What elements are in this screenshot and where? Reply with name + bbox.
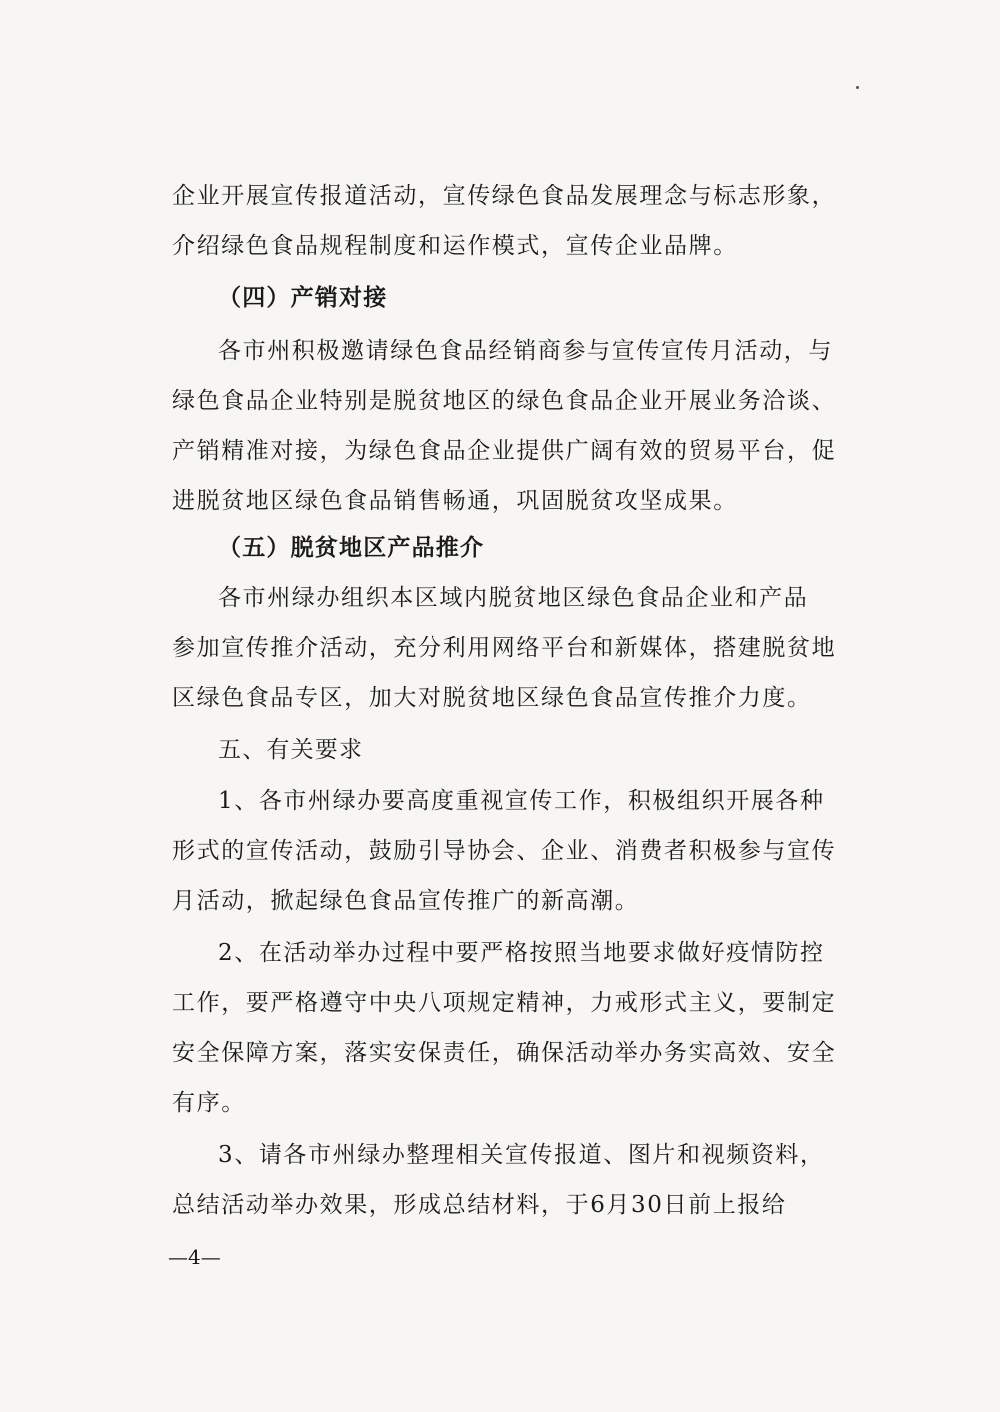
text-line: 1、各市州绿办要高度重视宣传工作，积极组织开展各种 <box>218 788 825 814</box>
text-line: 总结活动举办效果，形成总结材料，于6月30日前上报给 <box>172 1192 787 1218</box>
scan-speck <box>856 86 859 89</box>
text-line: 介绍绿色食品规程制度和运作模式，宣传企业品牌。 <box>172 233 738 259</box>
text-line: 参加宣传推介活动，充分利用网络平台和新媒体，搭建脱贫地 <box>172 635 837 661</box>
section-heading-5: （五）脱贫地区产品推介 <box>218 535 485 561</box>
text-line: 月活动，掀起绿色食品宣传推广的新高潮。 <box>172 888 640 914</box>
section-title-requirements: 五、有关要求 <box>218 737 364 763</box>
text-line: 区绿色食品专区，加大对脱贫地区绿色食品宣传推介力度。 <box>172 685 812 711</box>
text-line: 形式的宣传活动，鼓励引导协会、企业、消费者积极参与宣传 <box>172 838 837 864</box>
page-number: —4— <box>168 1245 221 1269</box>
text-line: 产销精准对接，为绿色食品企业提供广阔有效的贸易平台，促 <box>172 438 837 464</box>
text-line: 3、请各市州绿办整理相关宣传报道、图片和视频资料， <box>218 1142 825 1168</box>
text-line: 绿色食品企业特别是脱贫地区的绿色食品企业开展业务洽谈、 <box>172 388 837 414</box>
text-line: 各市州绿办组织本区域内脱贫地区绿色食品企业和产品 <box>218 585 809 611</box>
section-heading-4: （四）产销对接 <box>218 285 388 311</box>
text-line: 2、在活动举办过程中要严格按照当地要求做好疫情防控 <box>218 940 825 966</box>
text-line: 各市州积极邀请绿色食品经销商参与宣传宣传月活动，与 <box>218 338 833 364</box>
text-line: 安全保障方案，落实安保责任，确保活动举办务实高效、安全 <box>172 1040 837 1066</box>
text-line: 有序。 <box>172 1090 246 1116</box>
text-line: 企业开展宣传报道活动，宣传绿色食品发展理念与标志形象， <box>172 183 837 209</box>
text-line: 进脱贫地区绿色食品销售畅通，巩固脱贫攻坚成果。 <box>172 488 738 514</box>
text-line: 工作，要严格遵守中央八项规定精神，力戒形式主义，要制定 <box>172 990 837 1016</box>
